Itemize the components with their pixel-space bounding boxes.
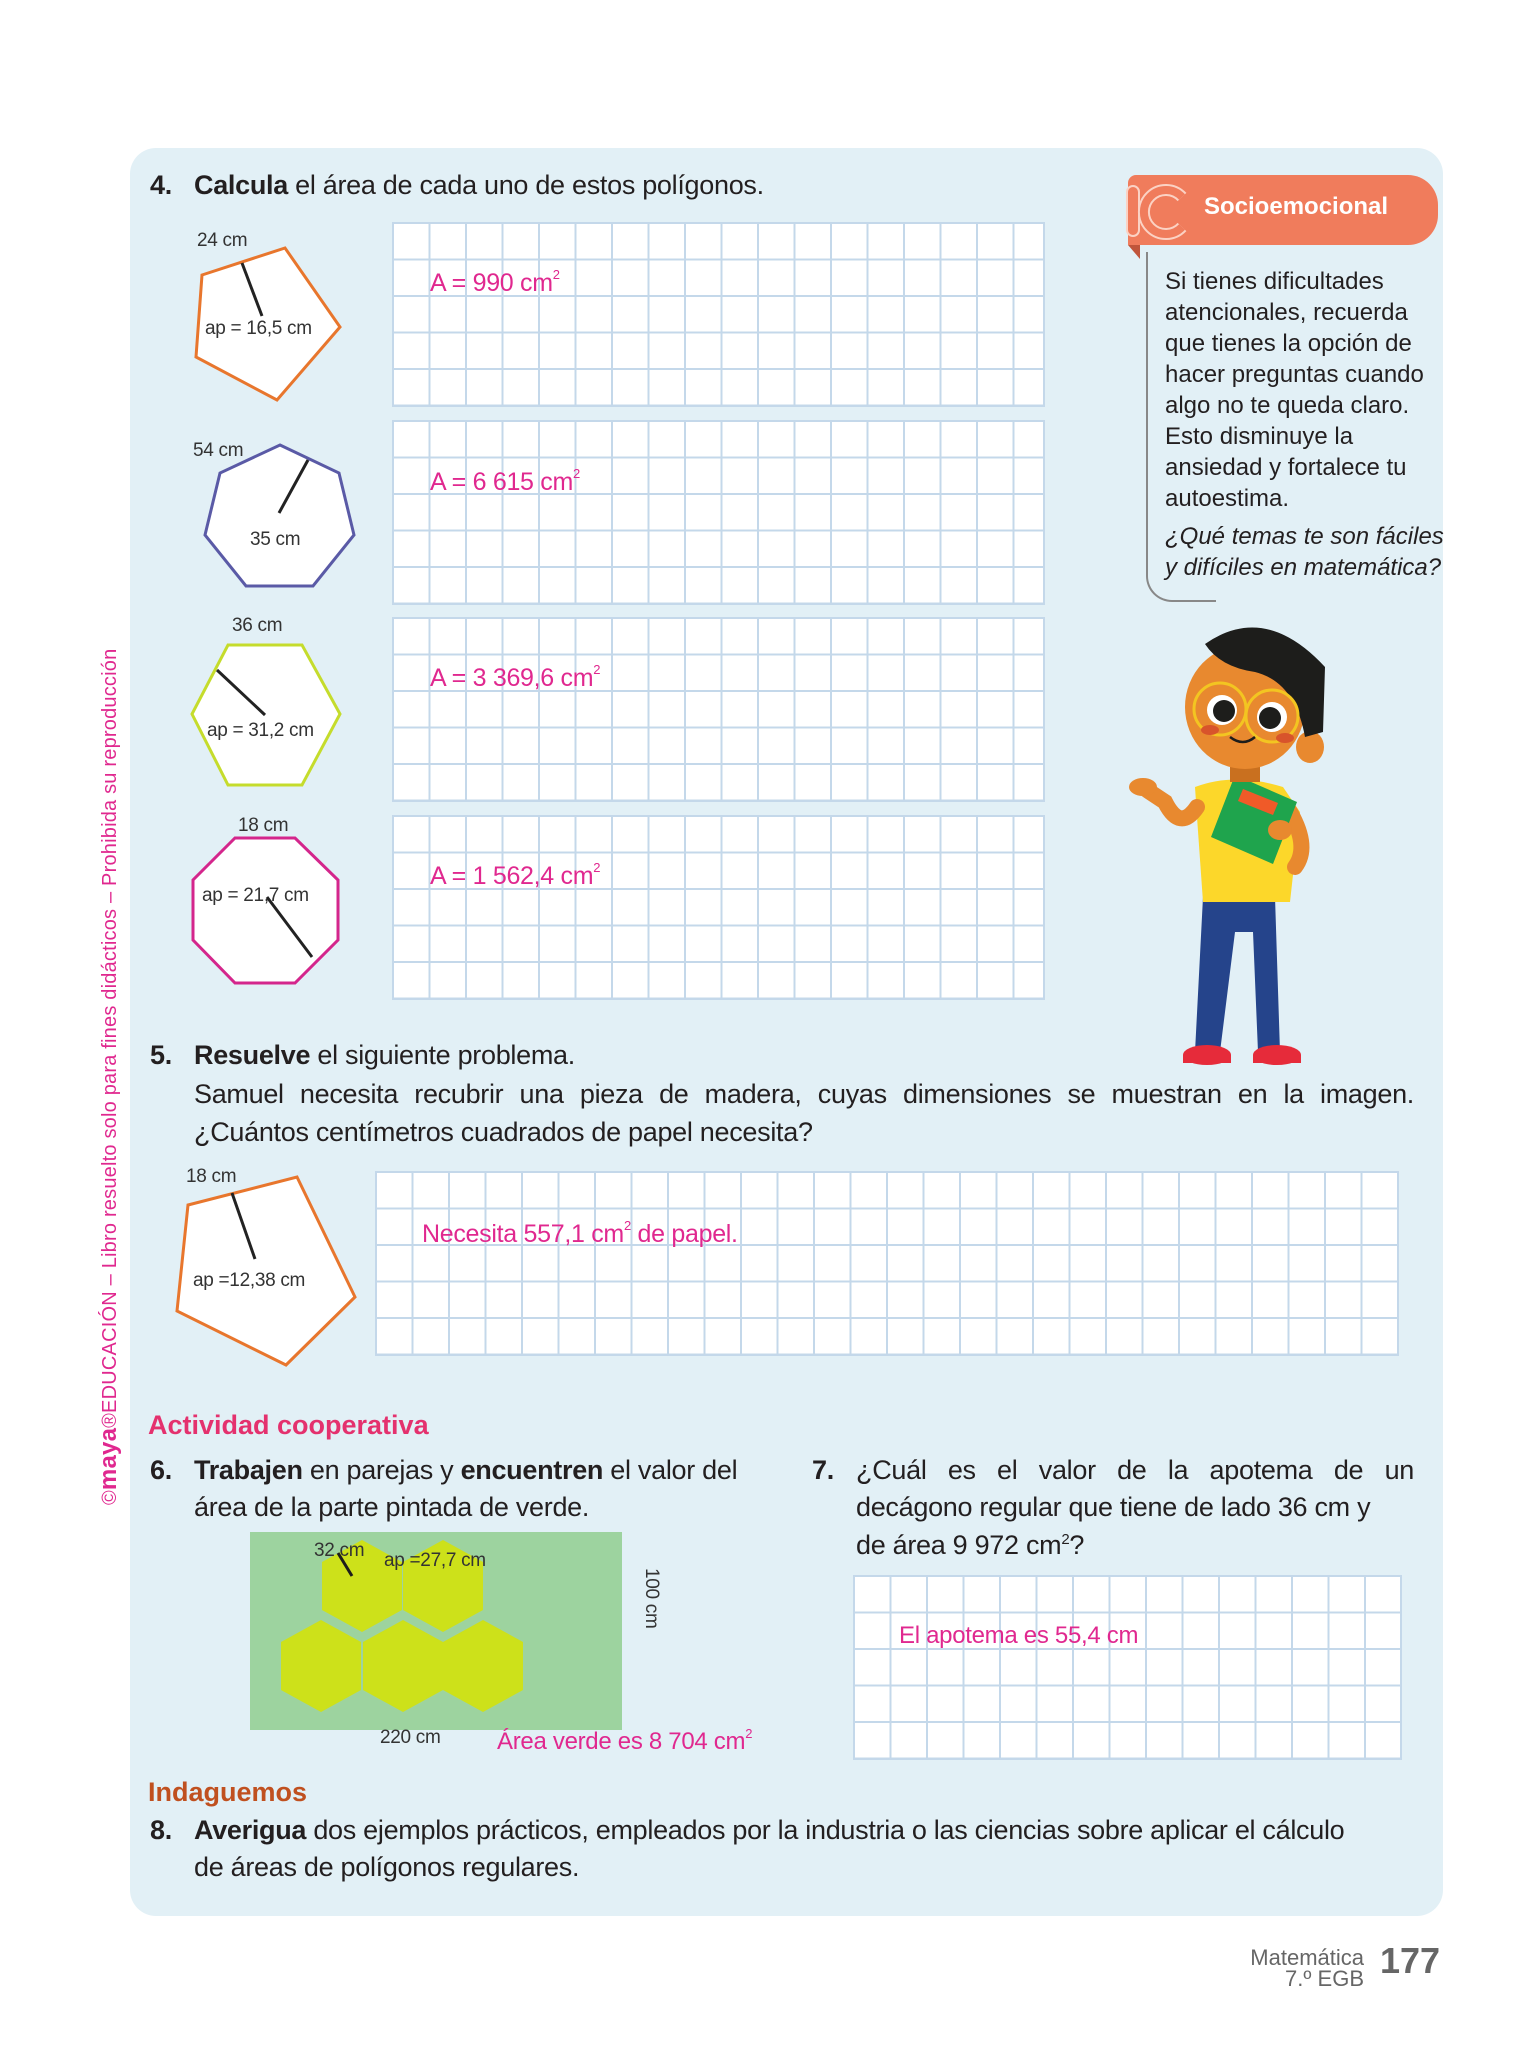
copyright-side-note bbox=[95, 649, 123, 1505]
q6-line2: área de la parte pintada de verde. bbox=[194, 1492, 590, 1522]
q4-1-apothem-label: ap = 16,5 cm bbox=[205, 318, 312, 339]
q7-answer-grid[interactable] bbox=[853, 1575, 1402, 1760]
q5-problem-line1: Samuel necesita recubrir una pieza de madera, cuyas dimensiones se muestran en la imagen. bbox=[194, 1079, 1414, 1109]
socioemocional-header bbox=[1128, 175, 1438, 245]
registered-mark: ® bbox=[99, 1412, 121, 1428]
q7-line1: 7. ¿Cuál es el valor de la apotema de un bbox=[812, 1455, 1414, 1485]
page-number: 177 bbox=[1380, 1940, 1441, 1981]
q5-instruction: el siguiente problema. bbox=[310, 1040, 575, 1070]
footer-subject bbox=[1250, 1947, 1364, 1989]
q7-answer: El apotema es 55,4 cm bbox=[899, 1622, 1139, 1649]
socioemocional-title: Socioemocional bbox=[1204, 193, 1389, 220]
q6-title: 6. Trabajen en parejas y encuentren el valor del bbox=[150, 1455, 738, 1485]
cooperativa-heading: Actividad cooperativa bbox=[148, 1410, 429, 1440]
q4-verb: Calcula bbox=[194, 170, 288, 200]
q6-verb2: encuentren bbox=[460, 1455, 604, 1485]
side-note-text: EDUCACIÓN – Libro resuelto solo para fines didácticos – Prohibida su reproducción bbox=[99, 648, 121, 1413]
tab-fold bbox=[1128, 245, 1140, 259]
q6-height-label: 100 cm bbox=[641, 1568, 662, 1629]
q4-4-answer: A = 1 562,4 $cm^2$ bbox=[430, 860, 601, 890]
q7-line2: decágono regular que tiene de lado 36 cm y bbox=[856, 1492, 1371, 1522]
q4-3-answer: A = 3 369,6 $cm^2$ bbox=[430, 662, 601, 692]
q4-4-answer-grid[interactable] bbox=[392, 815, 1045, 1000]
q7-number: 7. bbox=[812, 1455, 834, 1485]
q4-number: 4. bbox=[150, 170, 172, 200]
grade-label: 7.º EGB bbox=[1285, 1966, 1364, 1991]
q5-verb: Resuelve bbox=[194, 1040, 311, 1070]
q6-answer: Área verde es 8 704 $cm^2$ bbox=[497, 1726, 753, 1755]
q4-1-answer-grid[interactable] bbox=[392, 222, 1045, 407]
brand-logo: maya bbox=[95, 1427, 122, 1491]
q6-apothem-label: ap =27,7 cm bbox=[384, 1550, 486, 1571]
q4-2-apothem-label: 35 cm bbox=[250, 529, 301, 550]
q7-line3: de área 9 972 $cm^2$? bbox=[856, 1530, 1085, 1560]
q8-verb: Averigua bbox=[194, 1815, 307, 1845]
heptagon-figure-icon bbox=[200, 440, 365, 600]
ic-logo-icon bbox=[1124, 183, 1194, 241]
q5-answer-grid[interactable] bbox=[375, 1171, 1399, 1356]
q4-4-side-label: 18 cm bbox=[238, 815, 289, 836]
q5-problem-line2: ¿Cuántos centímetros cuadrados de papel necesita? bbox=[194, 1117, 813, 1147]
q8-line2: de áreas de polígonos regulares. bbox=[194, 1852, 580, 1882]
q6-number: 6. bbox=[150, 1455, 172, 1485]
q4-3-side-label: 36 cm bbox=[232, 615, 283, 636]
q8-title: 8. Averigua dos ejemplos prácticos, empleados por la industria o las ciencias sobre aplicar el cálculo bbox=[150, 1815, 1345, 1845]
q6-verb1: Trabajen bbox=[194, 1455, 303, 1485]
q4-instruction: el área de cada uno de estos polígonos. bbox=[287, 170, 764, 200]
q5-answer: Necesita 557,1 $cm^2$ de papel. bbox=[422, 1218, 738, 1248]
q4-title bbox=[150, 170, 764, 201]
octagon-figure-icon bbox=[190, 835, 350, 995]
socioemocional-question: ¿Qué temas te son fáciles y difíciles en matemática? bbox=[1165, 523, 1444, 581]
q4-4-apothem-label: ap = 21,7 cm bbox=[202, 885, 309, 906]
indaguemos-heading: Indaguemos bbox=[148, 1777, 308, 1807]
q4-1-answer: A = 990 $cm^2$ bbox=[430, 267, 560, 297]
q5-title bbox=[150, 1040, 575, 1071]
q4-1-side-label: 24 cm bbox=[197, 230, 248, 251]
q5-side-label: 18 cm bbox=[186, 1166, 237, 1187]
q4-3-apothem-label: ap = 31,2 cm bbox=[207, 720, 314, 741]
q4-2-answer: A = 6 615 $cm^2$ bbox=[430, 466, 580, 496]
student-character-icon bbox=[1125, 612, 1345, 1082]
q4-2-side-label: 54 cm bbox=[193, 440, 244, 461]
q8-number: 8. bbox=[150, 1815, 172, 1845]
socioemocional-body: Si tienes dificultades atencionales, recuerda que tienes la opción de hacer preguntas cuando algo no te queda claro. Esto disminuye la ansiedad y fortalece tu autoestima. bbox=[1165, 268, 1424, 512]
q5-number: 5. bbox=[150, 1040, 172, 1070]
q6-width-label: 220 cm bbox=[380, 1727, 441, 1748]
q6-side-label: 32 cm bbox=[314, 1540, 365, 1561]
copyright-symbol: © bbox=[99, 1490, 121, 1505]
subject-name: Matemática bbox=[1250, 1945, 1364, 1970]
q4-2-answer-grid[interactable] bbox=[392, 420, 1045, 605]
q5-apothem-label: ap =12,38 cm bbox=[193, 1270, 306, 1291]
q4-3-answer-grid[interactable] bbox=[392, 617, 1045, 802]
